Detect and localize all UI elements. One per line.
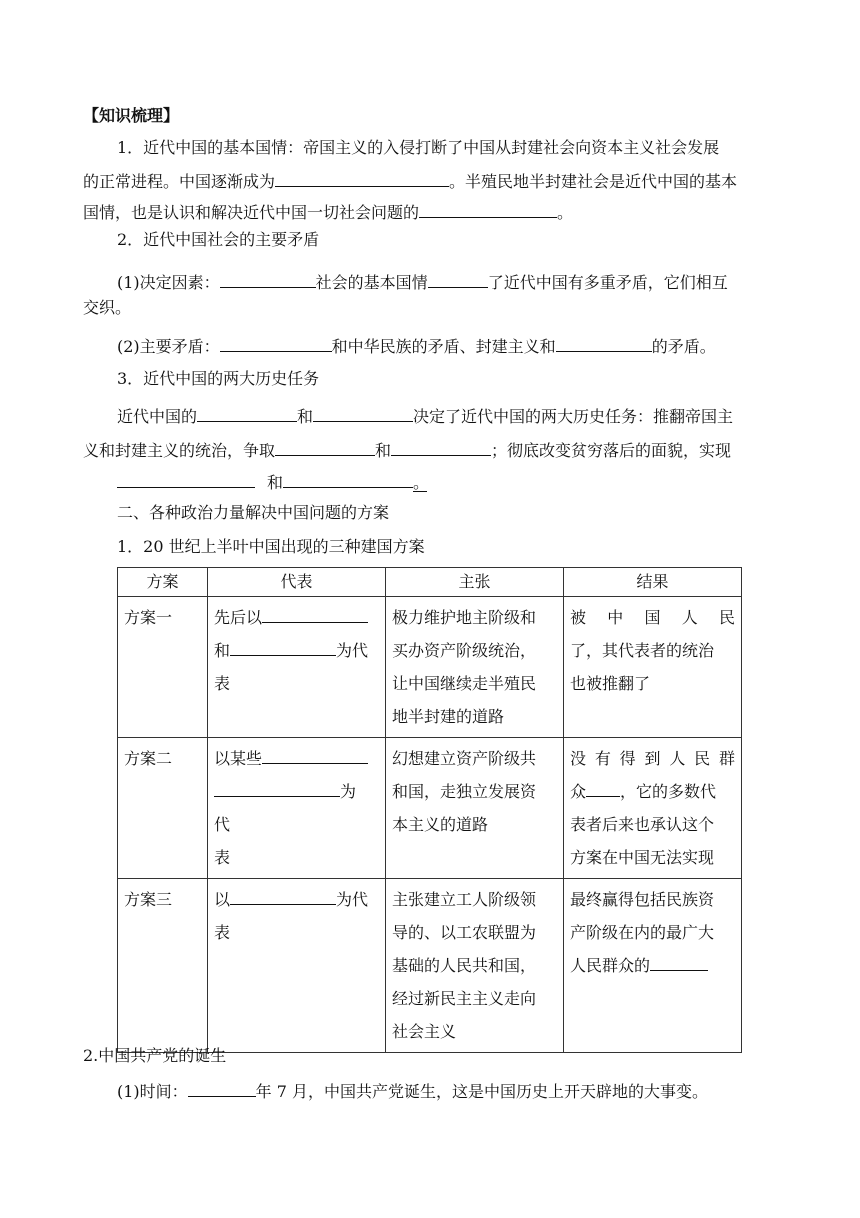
p2-s1: (1)决定因素： 社会的基本国情 了近代中国有多重矛盾，它们相互 [117,269,728,293]
table-row [118,879,742,1053]
blank[interactable] [220,333,332,352]
p3-line3: 和 。 [117,469,427,493]
blank[interactable] [275,437,375,456]
blank[interactable] [197,403,297,422]
blank[interactable] [556,333,652,352]
blank[interactable] [214,778,340,797]
part2-title: 二、各种政治力量解决中国问题的方案 [117,503,390,522]
rep-cell: 以 为代 表 [208,879,386,1053]
p1-line2: 的正常进程。中国逐渐成为 。半殖民地半封建社会是近代中国的基本 [83,168,737,192]
p4-title: 2.中国共产党的诞生 [83,1046,227,1065]
blank[interactable] [586,778,620,797]
p3-line2: 义和封建主义的统治，争取 和 ；彻底改变贫穷落后的面貌，实现 [83,437,731,461]
blank[interactable] [262,745,368,764]
plans-table [117,567,742,1053]
rep-cell: 以某些 为代 表 [208,738,386,879]
blank[interactable] [188,1078,256,1097]
p3-line1: 近代中国的 和 决定了近代中国的两大历史任务：推翻帝国主 [117,403,733,427]
p2-title: 2．近代中国社会的主要矛盾 [117,230,320,249]
result-cell: 被中国人民 了，其代表者的统治 也被推翻了 [564,597,742,738]
p3-title: 3．近代中国的两大历史任务 [117,369,320,388]
table-header-row [118,568,742,597]
blank[interactable] [283,469,413,488]
blank[interactable] [230,886,336,905]
p1-line3: 国情，也是认识和解决近代中国一切社会问题的 。 [83,199,573,223]
p2-s2: (2)主要矛盾： 和中华民族的矛盾、封建主义和 的矛盾。 [117,333,716,357]
p1-line1: 1．近代中国的基本国情：帝国主义的入侵打断了中国从封建社会向资本主义社会发展 [117,138,720,157]
table-row [118,738,742,879]
blank[interactable] [391,437,491,456]
blank[interactable] [650,952,708,971]
rep-cell: 先后以 和 为代 表 [208,597,386,738]
result-cell: 没有得到人民群 众 ，它的多数代 表者后来也承认这个 方案在中国无法实现 [564,738,742,879]
blank[interactable] [262,604,368,623]
claim-cell: 幻想建立资产阶级共 和国，走独立发展资 本主义的道路 [386,738,564,879]
header-claim: 主张 [386,568,564,597]
blank[interactable] [275,168,449,187]
header-plan: 方案 [118,568,208,597]
blank[interactable] [419,199,557,218]
plan-cell: 方案一 [118,597,208,738]
blank[interactable] [117,469,255,488]
blank[interactable] [220,269,316,288]
blank[interactable] [428,269,488,288]
p4-line1: (1)时间： 年 7 月，中国共产党诞生，这是中国历史上开天辟地的大事变。 [117,1078,708,1102]
plan-cell: 方案三 [118,879,208,1053]
section-heading: 【知识梳理】 [83,106,180,125]
part2-sub1: 1．20 世纪上半叶中国出现的三种建国方案 [117,537,425,556]
table-row [118,597,742,738]
plan-cell: 方案二 [118,738,208,879]
header-result: 结果 [564,568,742,597]
result-cell: 最终赢得包括民族资 产阶级在内的最广大 人民群众的 [564,879,742,1053]
claim-cell: 主张建立工人阶级领 导的、以工农联盟为 基础的人民共和国， 经过新民主主义走向 社会主义 [386,879,564,1053]
header-rep: 代表 [208,568,386,597]
blank[interactable] [313,403,413,422]
p2-s1-cont: 交织。 [83,298,132,317]
blank[interactable] [230,637,336,656]
claim-cell: 极力维护地主阶级和 买办资产阶级统治， 让中国继续走半殖民 地半封建的道路 [386,597,564,738]
